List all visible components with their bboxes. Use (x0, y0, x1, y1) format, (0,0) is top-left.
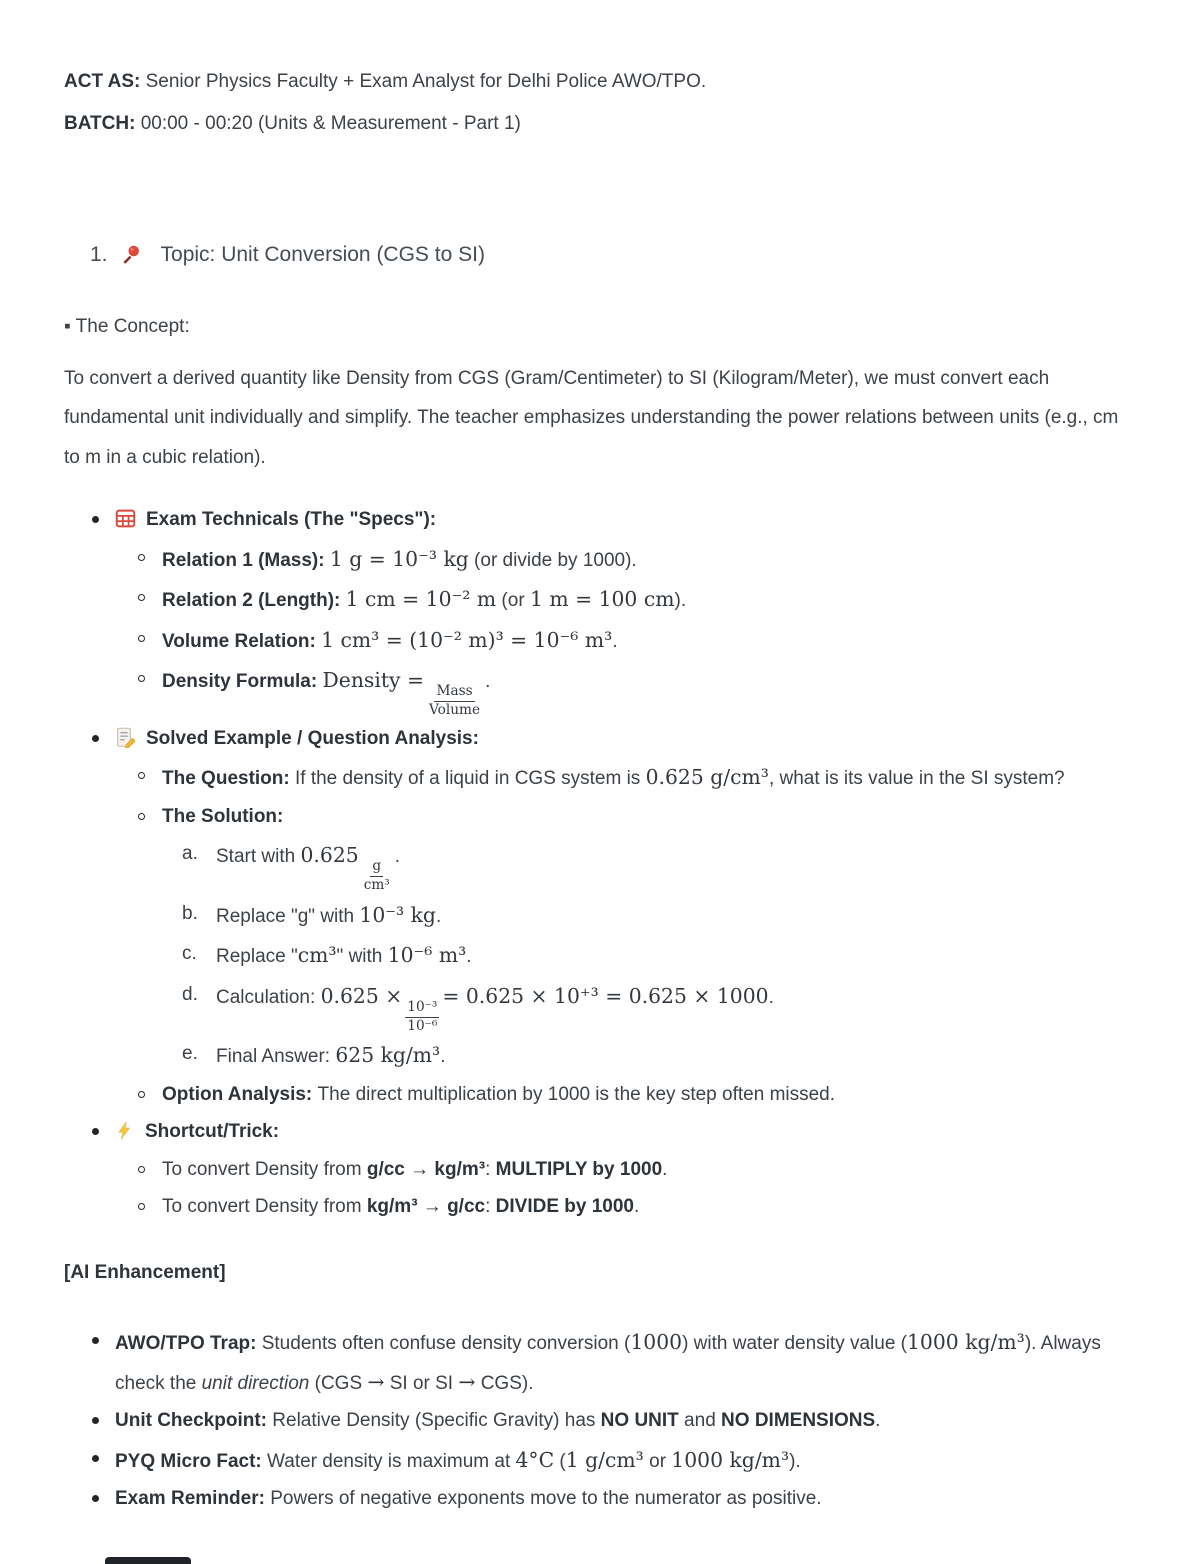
step-c-end: . (466, 946, 472, 968)
concept-heading: ▪ The Concept: (64, 315, 190, 337)
trap-math2: 1000 kg/m³ (907, 1329, 1025, 1354)
checkpoint-label: Unit Checkpoint: (115, 1410, 273, 1432)
pyq-seg4: ). (789, 1450, 801, 1472)
shortcut1-action: MULTIPLY by 1000 (495, 1158, 663, 1180)
concept-paragraph: To convert a derived quantity like Density from CGS (Gram/Centimeter) to SI (Kilogram/Meter), we must convert each fundamental unit individually and simplify. The teacher emphasizes understanding the power relations between units (e.g., cm to m in a cubic relation). (64, 367, 1119, 468)
shortcut1-mid: : (485, 1158, 496, 1180)
option-analysis-label: Option Analysis: (162, 1083, 318, 1105)
memo-icon (115, 727, 136, 748)
pyq-math3: 1000 kg/m³ (671, 1447, 790, 1472)
shortcut2-pre: To convert Density from (162, 1196, 367, 1218)
bullet-disc-icon (92, 1495, 99, 1502)
list-item-relation1 (64, 539, 1136, 579)
bullet-circle-icon (138, 554, 145, 561)
step-b-end: . (435, 905, 442, 927)
g-cm3-fraction: $\frac{g}{\text{cm³}}$ (363, 858, 390, 893)
ai-enhancement-list (64, 1322, 1136, 1518)
checkpoint-seg3: . (875, 1410, 881, 1432)
next-block-cutoff (105, 1557, 191, 1564)
list-item-pyq-micro-fact (64, 1440, 1136, 1480)
trap-arrow1: → (367, 1369, 385, 1394)
list-item-density-formula (64, 660, 1136, 720)
topic-title: Topic: Unit Conversion (CGS to SI) (160, 242, 485, 266)
bullet-disc-icon (92, 735, 99, 742)
pyq-seg2: ( (554, 1450, 566, 1472)
trap-seg4: (CGS (309, 1372, 368, 1394)
topic-number: 1. (90, 242, 108, 266)
bullet-circle-icon (138, 813, 145, 820)
question-post: , what is its value in the SI system? (768, 768, 1065, 790)
list-item-unit-checkpoint (64, 1402, 1136, 1439)
step-e-pre: Final Answer: (216, 1046, 336, 1068)
pushpin-icon (121, 244, 142, 265)
bullet-disc-icon (92, 1455, 99, 1462)
trap-arrow2: → (458, 1369, 476, 1394)
relation2-mid: (or (496, 590, 530, 612)
list-item-exam-reminder (64, 1480, 1136, 1517)
bullet-disc-icon (92, 1417, 99, 1424)
list-item-volume-relation (64, 620, 1136, 660)
solution-label: The Solution: (162, 805, 284, 827)
list-item-option-analysis (64, 1076, 1136, 1113)
volume-end: . (612, 630, 618, 652)
bullet-disc-icon (92, 1128, 99, 1135)
step-a-pre: Start with (216, 845, 301, 867)
pyq-math1: 4°C (515, 1447, 555, 1472)
step-d-math2: = 0.625 × 10⁺³ = 0.625 × 1000 (442, 983, 769, 1008)
bullet-circle-icon (138, 1091, 145, 1098)
list-item-awo-tpo-trap (64, 1322, 1136, 1403)
relation2-math: 1 cm = 10⁻² m (345, 587, 497, 612)
relation1-math: 1 g = 10⁻³ kg (329, 546, 469, 571)
list-item-exam-technicals (64, 501, 1136, 538)
step-c-math1: cm³ (297, 943, 337, 968)
step-b-pre: Replace "g" with (216, 905, 360, 927)
batch-text: 00:00 - 00:20 (Units & Measurement - Part 1) (135, 113, 521, 135)
act-as-text: Senior Physics Faculty + Exam Analyst for Delhi Police AWO/TPO. (140, 71, 707, 92)
relation2-math2: 1 m = 100 cm (529, 587, 675, 612)
list-item-shortcut-multiply (64, 1151, 1136, 1188)
powers-fraction: $\frac{\text{10⁻³}}{\text{10⁻⁶}}$ (407, 998, 438, 1034)
option-analysis-text: The direct multiplication by 1000 is the key step often missed. (317, 1083, 836, 1105)
density-end: . (485, 670, 491, 692)
trap-seg6: CGS). (475, 1372, 534, 1394)
pyq-math2: 1 g/cm³ (565, 1447, 644, 1472)
step-d-math1: 0.625 × (320, 983, 403, 1008)
pyq-seg3: or (643, 1450, 672, 1472)
bullet-circle-icon (138, 772, 145, 779)
specs-heading: Exam Technicals (The "Specs"): (146, 509, 437, 531)
bullet-circle-icon (138, 635, 145, 642)
trap-seg1: Students often confuse density conversion ( (261, 1332, 631, 1354)
solved-heading: Solved Example / Question Analysis: (146, 727, 479, 749)
shortcut1-pre: To convert Density from (162, 1158, 367, 1180)
act-as-label: ACT AS: (64, 71, 141, 92)
density-label: Density Formula: (162, 670, 323, 692)
trap-italic: unit direction (201, 1372, 310, 1394)
bullet-circle-icon (138, 594, 145, 601)
step-e-end: . (440, 1046, 446, 1068)
checkpoint-bold1: NO UNIT (600, 1410, 679, 1432)
step-letter: d. (182, 983, 198, 1005)
pyq-label: PYQ Micro Fact: (115, 1450, 268, 1472)
volume-label: Volume Relation: (162, 630, 322, 652)
step-c-mid: " with (336, 946, 388, 968)
step-letter: e. (182, 1043, 198, 1065)
shortcut2-units: kg/m³ → g/cc (366, 1196, 486, 1218)
bullet-disc-icon (92, 1337, 99, 1344)
mass-volume-fraction: $\frac{\text{Mass}}{\text{Volume}}$ (429, 683, 481, 718)
bullet-disc-icon (92, 516, 99, 523)
volume-math: 1 cm³ = (10⁻² m)³ = 10⁻⁶ m³ (321, 627, 613, 652)
density-math: Density = (322, 667, 424, 692)
abacus-icon (115, 508, 136, 529)
lightning-icon (115, 1120, 135, 1141)
solution-step-e (64, 1035, 1136, 1075)
trap-seg5: SI or SI (384, 1372, 459, 1394)
relation2-end: ). (674, 590, 687, 612)
shortcut2-end: . (634, 1196, 640, 1218)
checkpoint-bold2: NO DIMENSIONS (721, 1410, 876, 1432)
checkpoint-seg2: and (678, 1410, 722, 1432)
trap-seg3: ). Always check the (115, 1332, 1101, 1394)
list-item-shortcut-divide (64, 1188, 1136, 1225)
checkpoint-seg1: Relative Density (Specific Gravity) has (272, 1410, 601, 1432)
step-d-end: . (768, 986, 774, 1008)
ai-enhancement-heading: [AI Enhancement] (64, 1262, 226, 1284)
shortcut1-units: g/cc → kg/m³ (366, 1158, 486, 1180)
question-pre: If the density of a liquid in CGS system is (295, 768, 646, 790)
reminder-label: Exam Reminder: (115, 1488, 271, 1510)
step-letter: b. (182, 902, 198, 924)
step-a-end: . (394, 845, 401, 867)
reminder-seg1: Powers of negative exponents move to the numerator as positive. (270, 1488, 822, 1510)
solution-step-b (64, 895, 1136, 935)
step-letter: c. (182, 943, 197, 965)
bullet-circle-icon (138, 1203, 145, 1210)
trap-label: AWO/TPO Trap: (115, 1332, 262, 1354)
relation1-label: Relation 1 (Mass): (162, 549, 330, 571)
list-item-the-solution (64, 798, 1136, 835)
step-b-math: 10⁻³ kg (359, 902, 436, 927)
shortcut2-mid: : (485, 1196, 496, 1218)
list-item-solved-example (64, 720, 1136, 757)
shortcut2-action: DIVIDE by 1000 (495, 1196, 634, 1218)
step-e-math: 625 kg/m³ (335, 1043, 441, 1068)
bullet-circle-icon (138, 675, 145, 682)
step-a-math: 0.625 (300, 842, 359, 867)
relation1-rest: (or divide by 1000). (468, 549, 637, 571)
relation2-label: Relation 2 (Length): (162, 590, 346, 612)
solution-step-d (64, 976, 1136, 1036)
list-item-the-question (64, 757, 1136, 797)
solution-step-c (64, 935, 1136, 975)
notes-list (64, 501, 1136, 1225)
question-math: 0.625 g/cm³ (645, 765, 769, 790)
shortcut-heading: Shortcut/Trick: (145, 1121, 280, 1143)
question-label: The Question: (162, 768, 295, 790)
trap-seg2: ) with water density value ( (682, 1332, 907, 1354)
shortcut1-end: . (662, 1158, 668, 1180)
trap-math1: 1000 (630, 1329, 683, 1354)
batch-label: BATCH: (64, 113, 136, 135)
batch-line (64, 108, 1136, 140)
step-letter: a. (182, 842, 198, 864)
step-d-pre: Calculation: (216, 986, 321, 1008)
topic-heading (90, 243, 1136, 267)
solution-step-a (64, 835, 1136, 895)
step-c-pre: Replace " (216, 946, 298, 968)
pyq-seg1: Water density is maximum at (267, 1450, 516, 1472)
step-c-math2: 10⁻⁶ m³ (387, 943, 467, 968)
list-item-shortcut-trick (64, 1113, 1136, 1150)
list-item-relation2 (64, 579, 1136, 619)
bullet-circle-icon (138, 1166, 145, 1173)
act-as-line (64, 66, 1136, 98)
